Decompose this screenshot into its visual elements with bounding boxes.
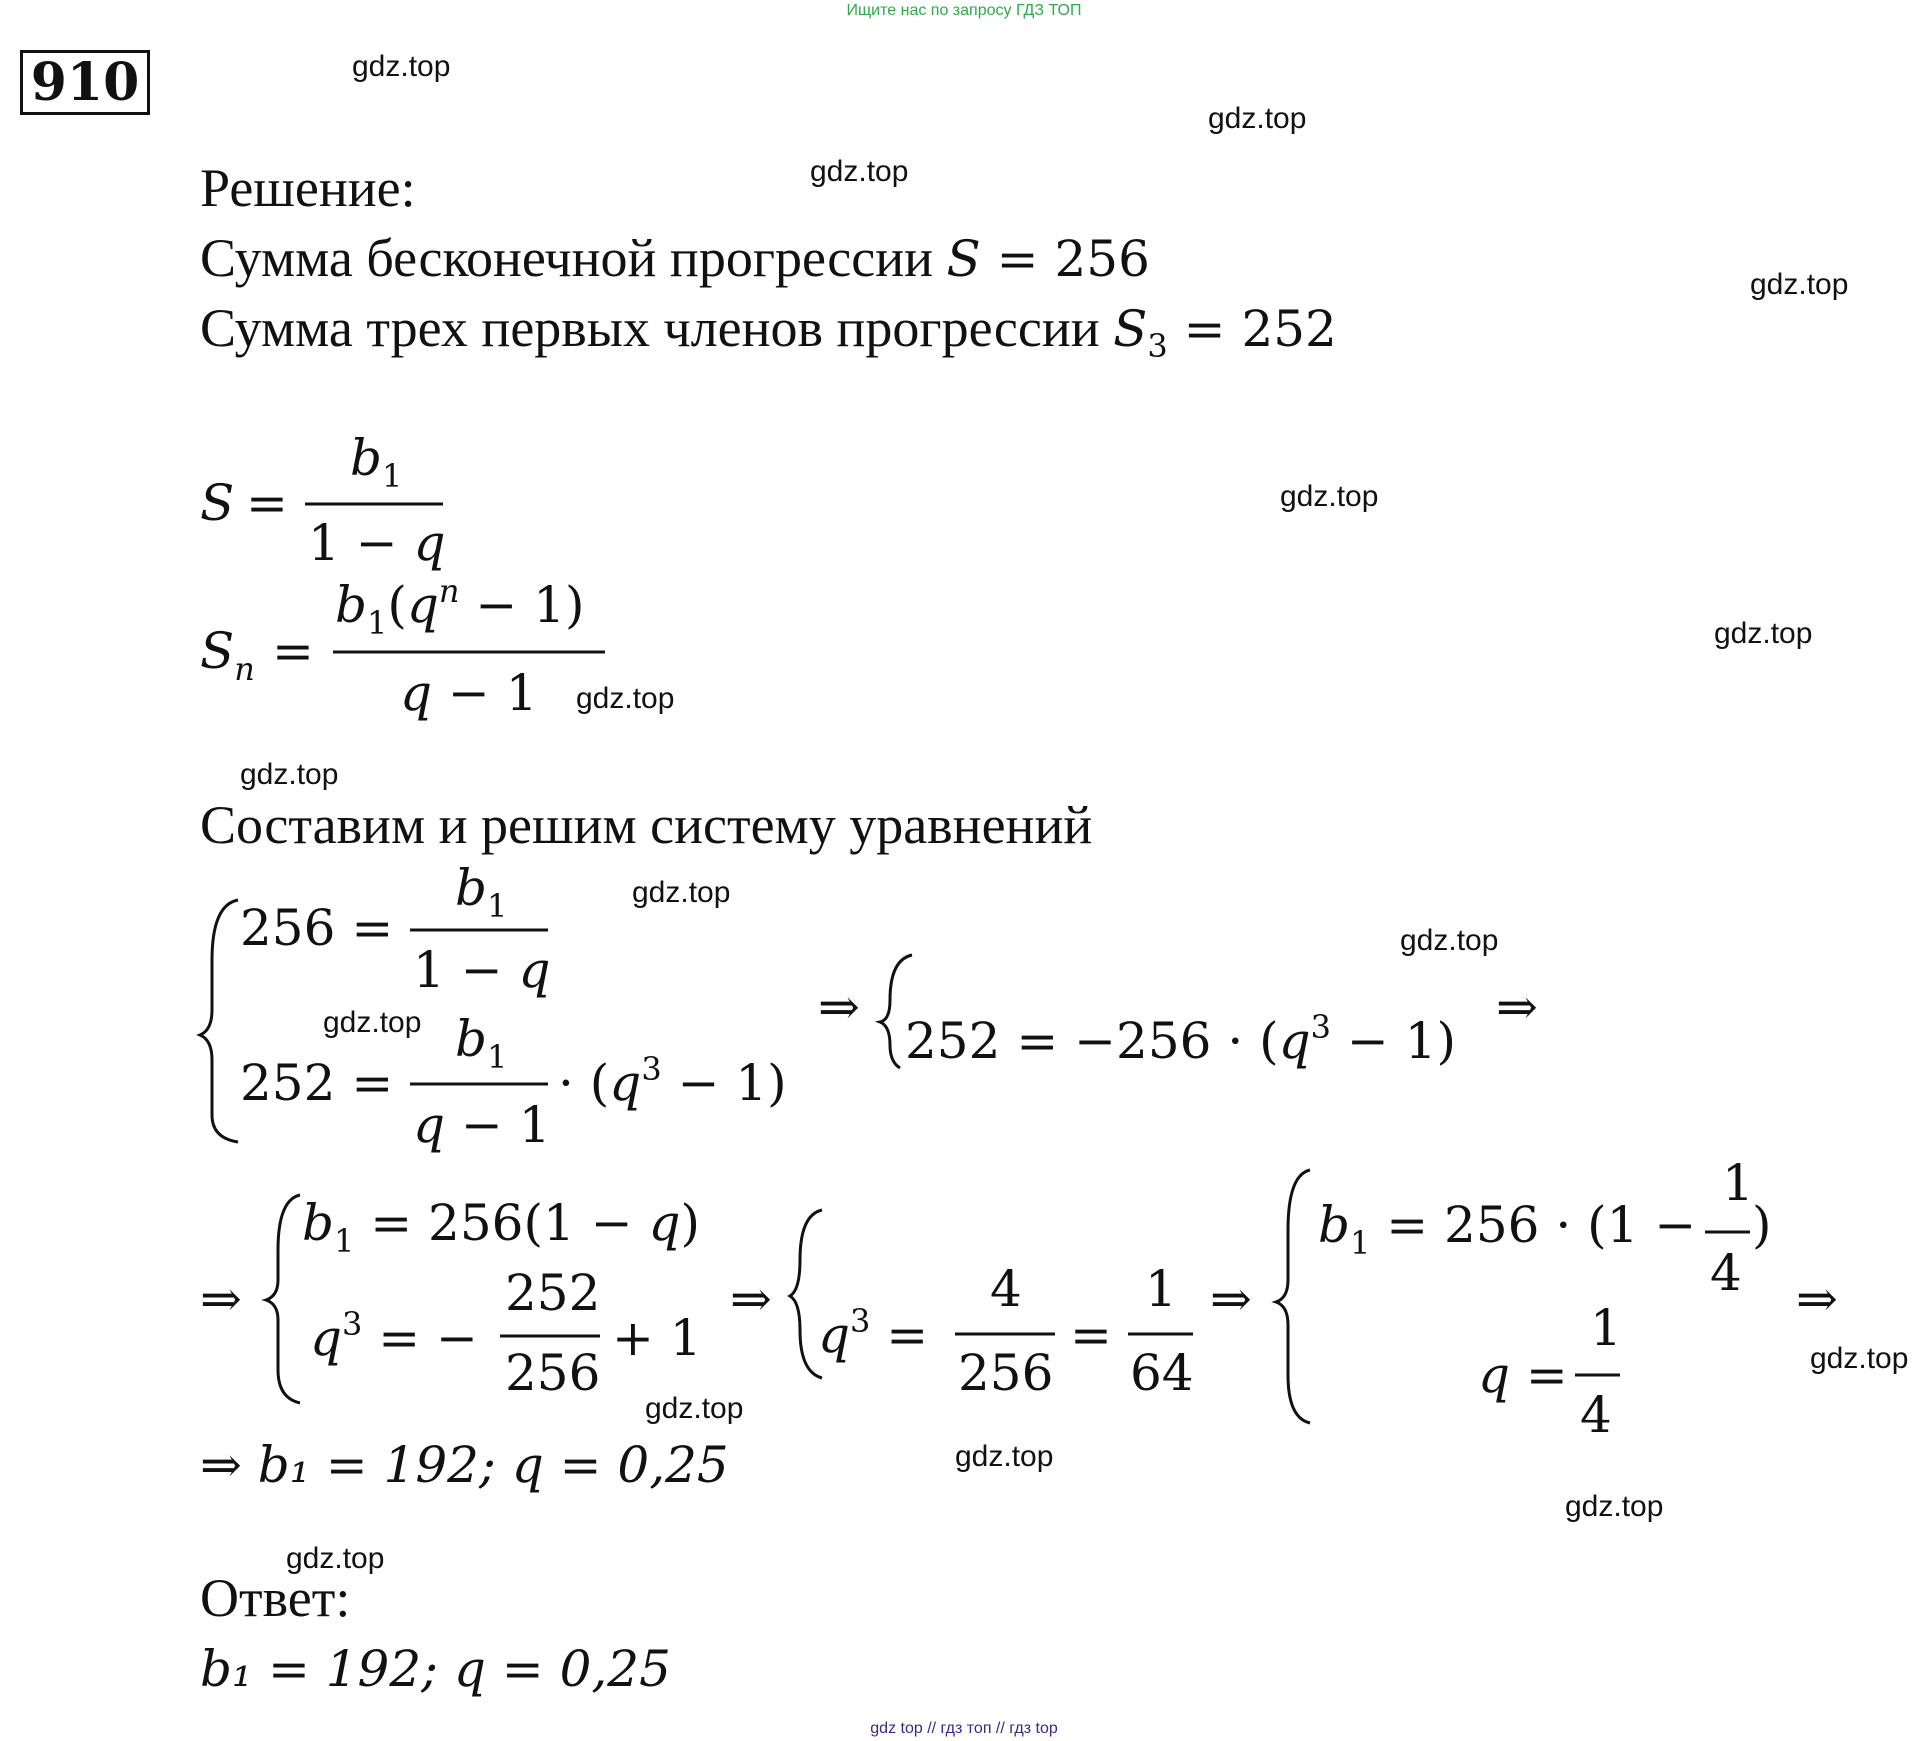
- svg-text:Sn: $S_n$: [200, 622, 255, 688]
- system-2: [200, 1154, 1838, 1444]
- svg-text:252 = −256 · (q3 − 1): $252 = -256 \cdot (q^3 - 1)$: [905, 1008, 1457, 1070]
- svg-text:4: 4: [1710, 1244, 1742, 1302]
- watermark: gdz.top: [1750, 268, 1849, 301]
- conclusion-text: b₁ = 192; q = 0,25: [257, 1436, 729, 1494]
- svg-text:=: =: [246, 474, 288, 532]
- watermark: gdz.top: [286, 1542, 385, 1575]
- watermark: gdz.top: [1280, 480, 1379, 513]
- svg-text:b1 = 256 · (1 −: $b_1 = 256 \cdot (1$ −: [1318, 1196, 1697, 1262]
- svg-text:q3 =: $q^3$ =: [818, 1302, 929, 1364]
- svg-text:64: 64: [1130, 1344, 1194, 1402]
- svg-text:⇒: ⇒: [818, 978, 860, 1036]
- svg-text:=: =: [1070, 1306, 1112, 1364]
- conclusion-arrow: ⇒: [200, 1436, 258, 1494]
- svg-text:1: 1: [1145, 1260, 1177, 1318]
- watermark: gdz.top: [1810, 1342, 1909, 1375]
- given-sum-three: Сумма трех первых членов прогрессии $S_3 = 252$: [200, 298, 1337, 365]
- svg-text:q − 1: q − 1: [400, 664, 538, 722]
- svg-text:256: 256: [505, 1344, 601, 1402]
- svg-text:b1: $b_1$: [455, 1010, 508, 1076]
- svg-text:): ): [1752, 1196, 1772, 1254]
- given-sum-infinite-label: Сумма бесконечной прогрессии: [200, 228, 934, 288]
- watermark: gdz.top: [632, 876, 731, 909]
- footer-banner: gdz top // гдз топ // гдз top: [870, 1720, 1058, 1737]
- given-sum-infinite: Сумма бесконечной прогрессии S = 256: [200, 228, 1150, 288]
- watermark: gdz.top: [576, 682, 675, 715]
- svg-text:⇒: ⇒: [200, 1270, 242, 1328]
- svg-text:· (q3 − 1): · $(q^3 - 1)$: [558, 1050, 787, 1112]
- watermark: gdz.top: [955, 1440, 1054, 1473]
- svg-text:1 − q: 1 − q: [413, 941, 551, 999]
- svg-text:b1(qn − 1): $b_1(q^n - 1)$: [335, 572, 585, 642]
- task-number: 910: [20, 50, 150, 115]
- svg-text:252 =: 252 =: [240, 1054, 394, 1112]
- watermark: gdz.top: [645, 1392, 744, 1425]
- svg-text:b1: $b_1$: [455, 859, 508, 925]
- conclusion-line: [200, 1436, 729, 1494]
- svg-text:4: 4: [990, 1260, 1022, 1318]
- answer-value: b₁ = 192; q = 0,25: [200, 1640, 671, 1698]
- solution-heading: Решение:: [200, 158, 416, 218]
- answer-heading: Ответ:: [200, 1568, 351, 1628]
- watermark: gdz.top: [810, 155, 909, 188]
- svg-text:⇒: ⇒: [1210, 1270, 1252, 1328]
- given-sum-three-value: 252: [1241, 300, 1337, 358]
- svg-text:1: 1: [1590, 1299, 1622, 1357]
- svg-text:b1: $b_1$: [350, 429, 403, 495]
- watermark: gdz.top: [1565, 1490, 1664, 1523]
- watermark: gdz.top: [352, 50, 451, 83]
- watermark: gdz.top: [323, 1006, 422, 1039]
- watermark: gdz.top: [1208, 102, 1307, 135]
- svg-text:⇒: ⇒: [730, 1270, 772, 1328]
- svg-text:⇒: ⇒: [1796, 1270, 1838, 1328]
- svg-text:q3 = −: $q^3$ = −: [310, 1305, 478, 1367]
- svg-text:256: 256: [958, 1344, 1054, 1402]
- svg-text:1 − q: 1 − q: [308, 514, 446, 572]
- svg-text:q =: q =: [1478, 1346, 1568, 1404]
- svg-text:⇒: ⇒: [1496, 978, 1538, 1036]
- svg-text:+ 1: + 1: [612, 1309, 702, 1367]
- given-sum-infinite-value: 256: [1054, 230, 1150, 288]
- svg-text:256 =: 256 =: [240, 899, 394, 957]
- svg-text:b1 = 256(1 − q): $b_1 = 256(1 - q)$: [302, 1194, 701, 1260]
- svg-text:=: =: [272, 622, 314, 680]
- top-banner: Ищите нас по запросу ГДЗ ТОП: [846, 2, 1082, 19]
- svg-text:4: 4: [1580, 1386, 1612, 1444]
- svg-text:q − 1: q − 1: [413, 1096, 551, 1154]
- svg-text:S: S: [200, 474, 235, 532]
- given-sum-three-label: Сумма трех первых членов прогрессии: [200, 298, 1100, 358]
- watermark: gdz.top: [1400, 924, 1499, 957]
- system-intro: Составим и решим систему уравнений: [200, 795, 1093, 855]
- svg-text:1: 1: [1722, 1154, 1754, 1212]
- svg-text:252: 252: [505, 1264, 601, 1322]
- watermark: gdz.top: [1714, 617, 1813, 650]
- watermark: gdz.top: [240, 758, 339, 791]
